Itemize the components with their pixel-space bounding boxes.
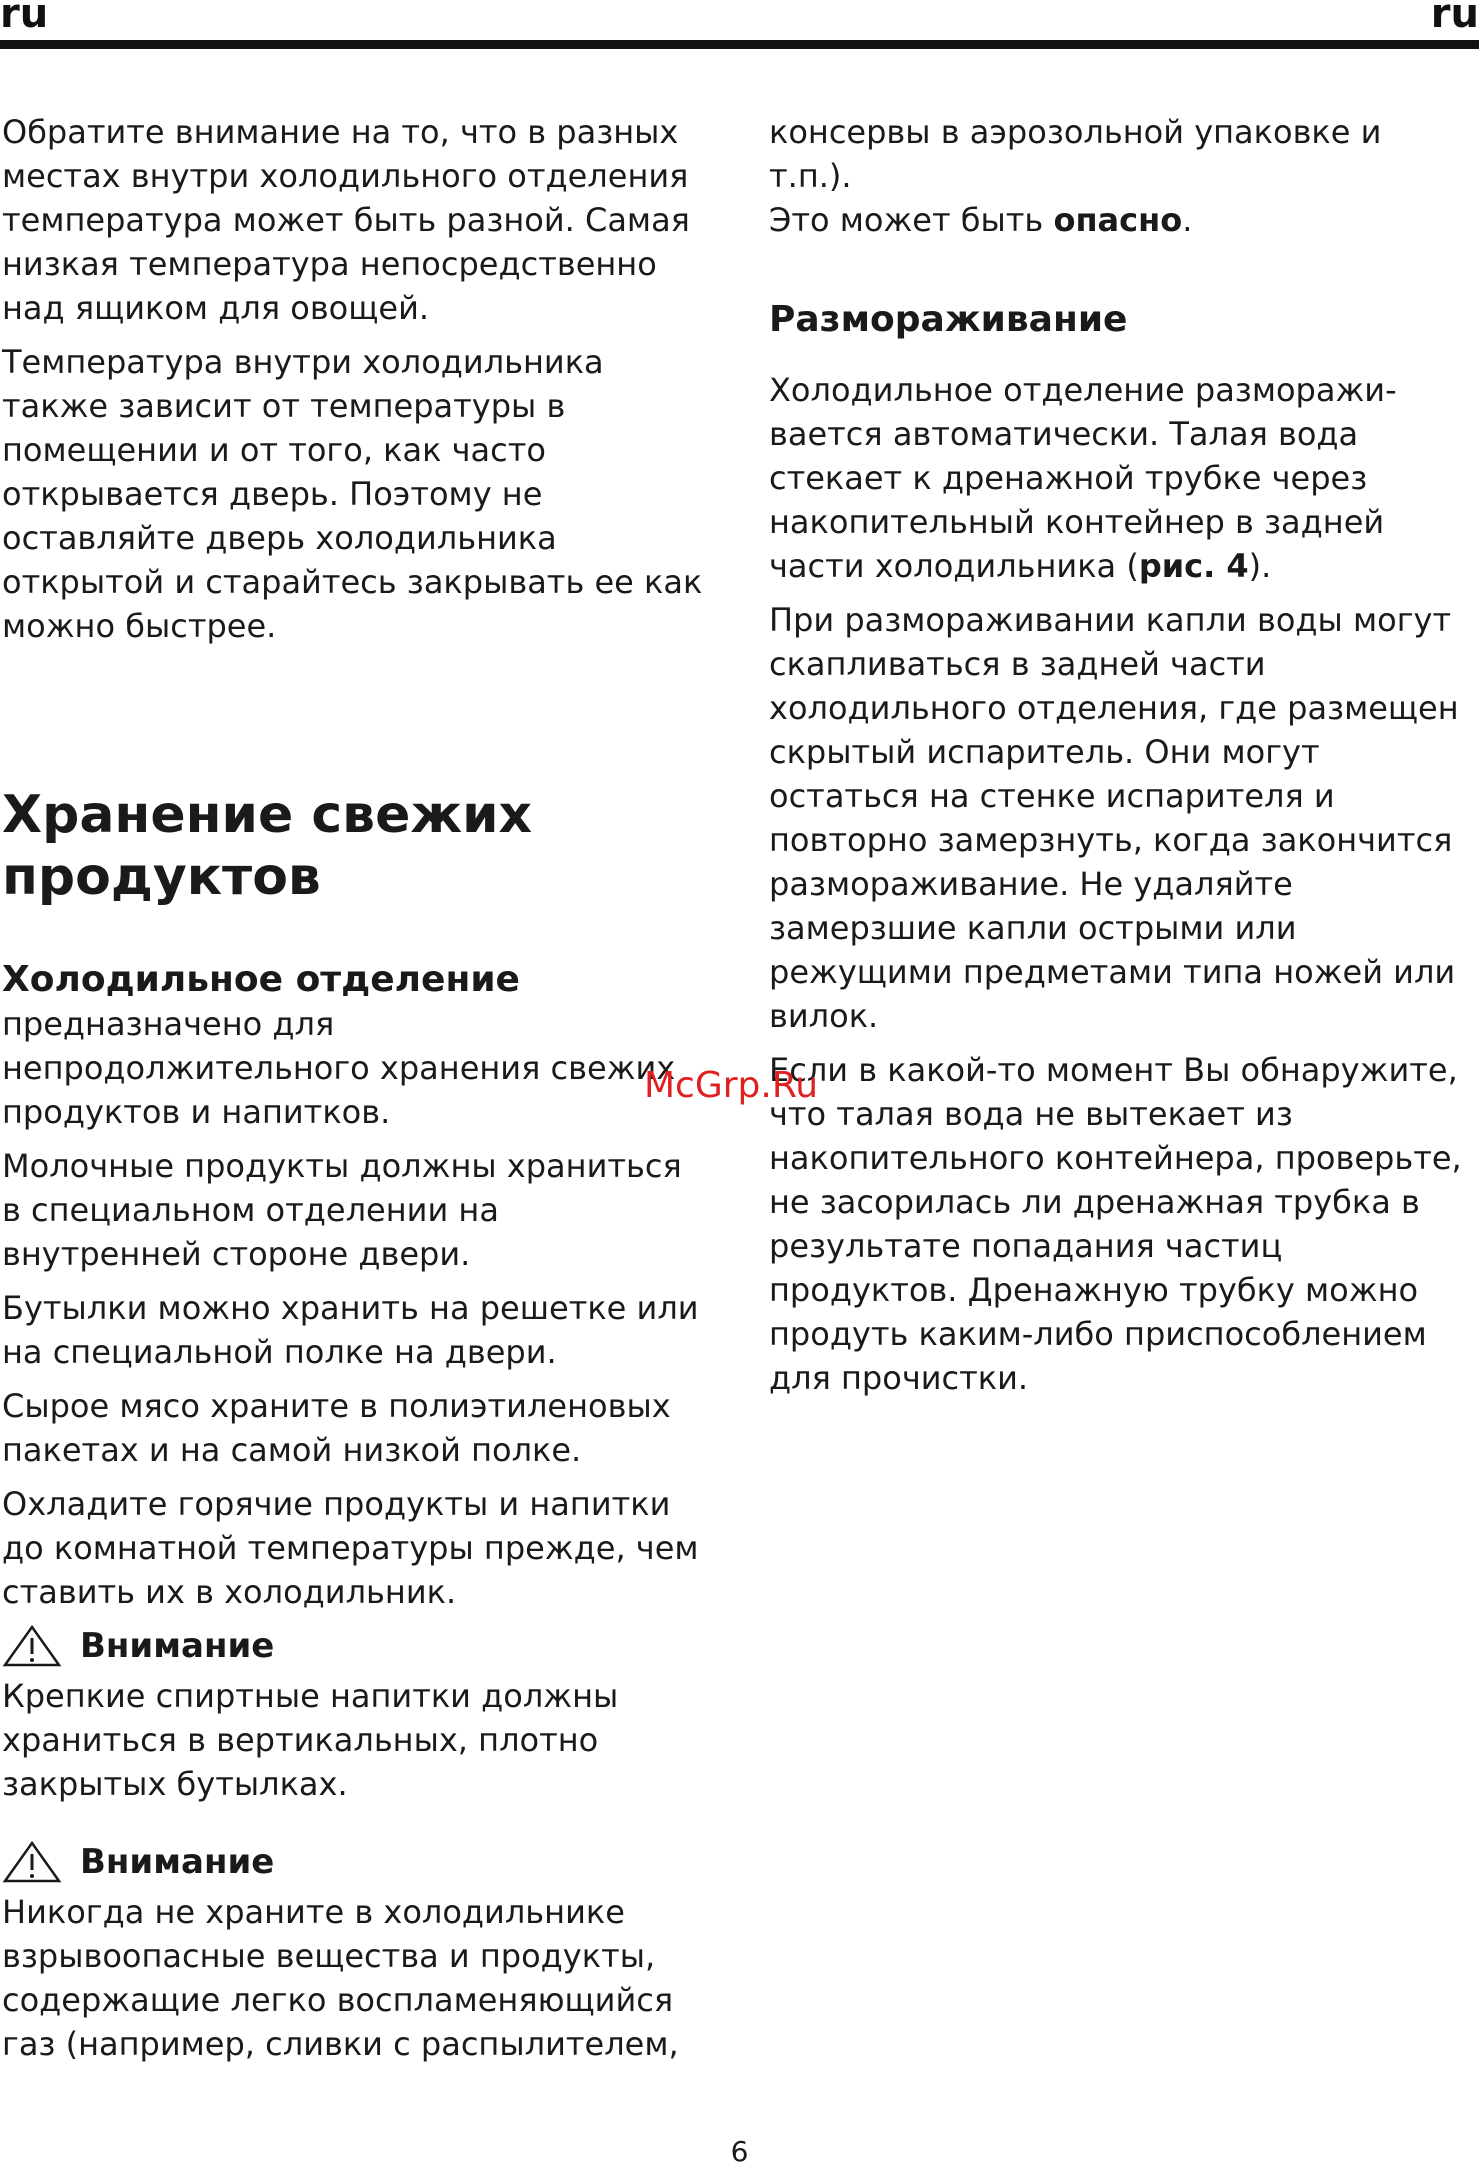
danger-suffix: .: [1182, 201, 1193, 239]
right-column: [769, 110, 1474, 1410]
left-column: [2, 110, 707, 2076]
paragraph-dairy: Молочные продукты должны храниться в специальном отделении на внутренней стороне двери.: [2, 1147, 682, 1273]
paragraph-bottles: Бутылки можно хранить на решетке или на специальной полке на двери.: [2, 1289, 699, 1371]
paragraph-cool-down: Охладите горячие продукты и напитки до комнатной температуры прежде, чем ставить их в холодильник.: [2, 1485, 699, 1611]
figure-reference: рис. 4: [1138, 547, 1249, 585]
section-heading-defrosting: Размораживание: [769, 299, 1128, 340]
language-label-left: ru: [0, 0, 49, 37]
auto-defrost-text: Холодильное отделение размораживается автоматически. Талая вода стекает к дренажной трубке через накопительный контейнер в задней части холодильника (: [769, 371, 1397, 585]
paragraph-temperature-zones: Обратите внимание на то, что в разных местах внутри холодильного отделения температура может быть разной. Самая низкая температура непосредственно над ящиком для овощей.: [2, 113, 690, 327]
warning-heading-2: [2, 1840, 707, 1884]
warning-title-2: Внимание: [80, 1842, 275, 1882]
danger-prefix: Это может быть: [769, 201, 1054, 239]
warning-title-1: Внимание: [80, 1626, 275, 1666]
warning-triangle-icon: [2, 1840, 62, 1884]
paragraph-aerosol: консервы в аэрозольной упаковке и т.п.).: [769, 113, 1382, 195]
subheading-fridge-compartment: Холодильное отделение: [2, 959, 520, 1000]
paragraph-purpose: предназначено для непродолжительного хранения свежих продуктов и напитков.: [2, 1005, 676, 1131]
auto-defrost-suffix: ).: [1248, 547, 1272, 585]
warning-text-spirits: Крепкие спиртные напитки должны храниться в вертикальных, плотно закрытых бутылках.: [2, 1677, 619, 1803]
page-number: 6: [730, 2135, 749, 2168]
paragraph-temperature-door: Температура внутри холодильника также зависит от температуры в помещении и от того, как часто открывается дверь. Поэтому не оставляйте дверь холодильника открытой и старайтесь закрывать ее как можно быстрее.: [2, 343, 703, 645]
language-label-right: ru: [1430, 0, 1479, 37]
section-heading-fresh-food: Хранение свежих продуктов: [2, 785, 533, 907]
paragraph-drain-check: Если в какой-то момент Вы обнаружите, что талая вода не вытекает из накопительного контейнера, проверьте, не засорилась ли дренажная трубка в результате попадания частиц продуктов. Дренажную трубку можно продуть каким-либо приспособлением для прочистки.: [769, 1051, 1462, 1397]
warning-text-explosives: Никогда не храните в холодильнике взрывоопасные вещества и продукты, содержащие легко воспламеняющийся газ (например, сливки с распылителем,: [2, 1893, 679, 2063]
paragraph-auto-defrost: [769, 368, 1474, 588]
warning-triangle-icon: [2, 1624, 62, 1668]
danger-bold-word: опасно: [1053, 201, 1183, 239]
paragraph-water-drops: При размораживании капли воды могут скапливаться в задней части холодильного отделения, где размещен скрытый испаритель. Они могут остаться на стенке испарителя и повторно замерзнуть, когда закончится размораживание. Не удаляйте замерзшие капли острыми или режущими предметами типа ножей или вилок.: [769, 601, 1459, 1035]
watermark: McGrp.Ru: [644, 1065, 819, 1106]
warning-heading-1: [2, 1624, 707, 1668]
paragraph-danger: [769, 198, 1474, 242]
paragraph-raw-meat: Сырое мясо храните в полиэтиленовых пакетах и на самой низкой полке.: [2, 1387, 671, 1469]
header-rule: [0, 40, 1479, 49]
